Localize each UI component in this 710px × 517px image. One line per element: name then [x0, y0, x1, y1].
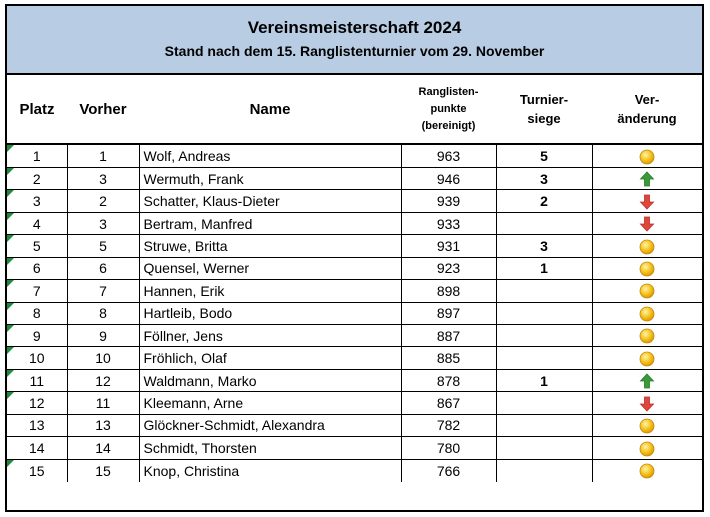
- table-row: [7, 167, 702, 189]
- cell-platz[interactable]: [7, 145, 67, 167]
- table-row: [7, 190, 702, 212]
- cell-turniersiege[interactable]: [496, 437, 592, 459]
- cell-vorher[interactable]: 1: [67, 145, 139, 167]
- same-circle-icon: [639, 351, 655, 367]
- down-arrow-icon: [639, 396, 655, 412]
- cell-marker: [7, 347, 14, 354]
- cell-ranglistenpunkte[interactable]: 780: [401, 437, 496, 459]
- platz-value: 3: [32, 193, 41, 210]
- cell-ranglistenpunkte[interactable]: 923: [401, 257, 496, 279]
- cell-name[interactable]: Struwe, Britta: [139, 235, 401, 257]
- same-circle-icon: [639, 261, 655, 277]
- same-circle-icon: [639, 239, 655, 255]
- cell-platz[interactable]: [7, 280, 67, 302]
- cell-vorher[interactable]: 7: [67, 280, 139, 302]
- platz-value: 2: [32, 170, 41, 187]
- cell-marker: [7, 280, 14, 287]
- header-platz[interactable]: Platz: [19, 100, 55, 118]
- cell-marker: [7, 168, 14, 175]
- platz-value: 6: [32, 260, 41, 277]
- sheet-title: Vereinsmeisterschaft 2024: [247, 18, 462, 37]
- cell-ranglistenpunkte[interactable]: 939: [401, 190, 496, 212]
- cell-veraenderung[interactable]: [592, 167, 702, 189]
- cell-name[interactable]: Quensel, Werner: [139, 257, 401, 279]
- cell-turniersiege[interactable]: 3: [496, 235, 592, 257]
- table-row: [7, 414, 702, 436]
- cell-name[interactable]: Wermuth, Frank: [139, 167, 401, 189]
- cell-name[interactable]: Wolf, Andreas: [139, 145, 401, 167]
- cell-marker: [7, 145, 14, 152]
- cell-marker: [7, 235, 14, 242]
- cell-veraenderung[interactable]: [592, 459, 702, 481]
- title-banner: [7, 6, 702, 75]
- platz-value: 4: [32, 215, 41, 232]
- down-arrow-icon: [639, 194, 655, 210]
- cell-name[interactable]: Hartleib, Bodo: [139, 302, 401, 324]
- cell-marker: [7, 258, 14, 265]
- cell-turniersiege[interactable]: [496, 459, 592, 481]
- cell-veraenderung[interactable]: [592, 145, 702, 167]
- header-veraenderung[interactable]: [592, 75, 702, 143]
- cell-vorher[interactable]: 3: [67, 212, 139, 234]
- cell-ranglistenpunkte[interactable]: 885: [401, 347, 496, 369]
- table-row: [7, 212, 702, 234]
- cell-name[interactable]: Schmidt, Thorsten: [139, 437, 401, 459]
- cell-vorher[interactable]: 15: [67, 459, 139, 481]
- cell-vorher[interactable]: 13: [67, 414, 139, 436]
- cell-turniersiege[interactable]: [496, 414, 592, 436]
- same-circle-icon: [639, 306, 655, 322]
- table-row: [7, 347, 702, 369]
- platz-value: 10: [28, 350, 45, 367]
- cell-name[interactable]: Knop, Christina: [139, 459, 401, 481]
- cell-turniersiege[interactable]: [496, 392, 592, 414]
- cell-name[interactable]: Waldmann, Marko: [139, 369, 401, 391]
- cell-ranglistenpunkte[interactable]: 933: [401, 212, 496, 234]
- cell-ranglistenpunkte[interactable]: 946: [401, 167, 496, 189]
- cell-platz[interactable]: [7, 369, 67, 391]
- table-row: [7, 437, 702, 459]
- cell-name[interactable]: Schatter, Klaus-Dieter: [139, 190, 401, 212]
- same-circle-icon: [639, 418, 655, 434]
- header-turniersiege[interactable]: [496, 75, 592, 143]
- cell-platz[interactable]: [7, 235, 67, 257]
- cell-turniersiege[interactable]: 1: [496, 369, 592, 391]
- header-punkte-line2: punkte: [430, 102, 467, 115]
- cell-veraenderung[interactable]: [592, 302, 702, 324]
- header-vorher[interactable]: Vorher: [79, 100, 127, 118]
- cell-veraenderung[interactable]: [592, 190, 702, 212]
- header-siege-line2: siege: [527, 111, 561, 126]
- cell-ranglistenpunkte[interactable]: 887: [401, 325, 496, 347]
- same-circle-icon: [639, 149, 655, 165]
- up-arrow-icon: [639, 171, 655, 187]
- cell-platz[interactable]: [7, 459, 67, 481]
- header-punkte-line3: (bereinigt): [421, 119, 476, 132]
- cell-marker: [7, 325, 14, 332]
- table-row: [7, 280, 702, 302]
- cell-platz[interactable]: [7, 347, 67, 369]
- cell-name[interactable]: Föllner, Jens: [139, 325, 401, 347]
- header-name[interactable]: Name: [249, 100, 291, 118]
- same-circle-icon: [639, 441, 655, 457]
- sheet-subtitle: Stand nach dem 15. Ranglistenturnier vom 29. November: [164, 43, 545, 59]
- cell-platz[interactable]: [7, 414, 67, 436]
- cell-turniersiege[interactable]: [496, 302, 592, 324]
- cell-ranglistenpunkte[interactable]: 931: [401, 235, 496, 257]
- cell-veraenderung[interactable]: [592, 257, 702, 279]
- cell-marker: [7, 213, 14, 220]
- same-circle-icon: [639, 328, 655, 344]
- platz-value: 7: [32, 282, 41, 299]
- cell-veraenderung[interactable]: [592, 235, 702, 257]
- cell-vorher[interactable]: 11: [67, 392, 139, 414]
- cell-ranglistenpunkte[interactable]: 963: [401, 145, 496, 167]
- cell-ranglistenpunkte[interactable]: 878: [401, 369, 496, 391]
- cell-vorher[interactable]: 9: [67, 325, 139, 347]
- cell-turniersiege[interactable]: 2: [496, 190, 592, 212]
- platz-value: 5: [32, 237, 41, 254]
- cell-name[interactable]: Hannen, Erik: [139, 280, 401, 302]
- header-punkte-line1: Ranglisten-: [418, 85, 479, 98]
- cell-ranglistenpunkte[interactable]: 867: [401, 392, 496, 414]
- header-aenderung-line2: änderung: [617, 111, 677, 126]
- table-row: [7, 257, 702, 279]
- cell-veraenderung[interactable]: [592, 347, 702, 369]
- cell-marker: [7, 370, 14, 377]
- cell-name[interactable]: Kleemann, Arne: [139, 392, 401, 414]
- cell-vorher[interactable]: 5: [67, 235, 139, 257]
- cell-platz[interactable]: [7, 167, 67, 189]
- cell-vorher[interactable]: 12: [67, 369, 139, 391]
- standings-sheet: [5, 4, 704, 512]
- cell-name[interactable]: Glöckner-Schmidt, Alexandra: [139, 414, 401, 436]
- cell-turniersiege[interactable]: [496, 212, 592, 234]
- cell-vorher[interactable]: 14: [67, 437, 139, 459]
- cell-turniersiege[interactable]: [496, 280, 592, 302]
- cell-marker: [7, 460, 14, 467]
- platz-value: 9: [32, 327, 41, 344]
- cell-platz[interactable]: [7, 392, 67, 414]
- table-row: [7, 302, 702, 324]
- header-ranglistenpunkte[interactable]: [401, 75, 496, 143]
- cell-platz[interactable]: [7, 325, 67, 347]
- cell-veraenderung[interactable]: [592, 414, 702, 436]
- cell-marker: [7, 303, 14, 310]
- table-row: [7, 235, 702, 257]
- cell-marker: [7, 190, 14, 197]
- cell-name[interactable]: Fröhlich, Olaf: [139, 347, 401, 369]
- platz-value: 8: [32, 305, 41, 322]
- cell-ranglistenpunkte[interactable]: 897: [401, 302, 496, 324]
- table-row: [7, 459, 702, 481]
- cell-ranglistenpunkte[interactable]: 782: [401, 414, 496, 436]
- platz-value: 1: [32, 147, 41, 164]
- cell-vorher[interactable]: 10: [67, 347, 139, 369]
- cell-turniersiege[interactable]: 1: [496, 257, 592, 279]
- cell-platz[interactable]: [7, 257, 67, 279]
- cell-veraenderung[interactable]: [592, 212, 702, 234]
- standings-table: [7, 145, 702, 482]
- table-header: [7, 75, 702, 145]
- table-row: [7, 369, 702, 391]
- cell-vorher[interactable]: 2: [67, 190, 139, 212]
- cell-platz[interactable]: [7, 212, 67, 234]
- platz-value: 14: [28, 439, 45, 456]
- table-row: [7, 325, 702, 347]
- cell-veraenderung[interactable]: [592, 280, 702, 302]
- cell-veraenderung[interactable]: [592, 369, 702, 391]
- cell-ranglistenpunkte[interactable]: 898: [401, 280, 496, 302]
- same-circle-icon: [639, 283, 655, 299]
- cell-turniersiege[interactable]: 3: [496, 167, 592, 189]
- platz-value: 13: [28, 417, 45, 434]
- cell-name[interactable]: Bertram, Manfred: [139, 212, 401, 234]
- cell-vorher[interactable]: 8: [67, 302, 139, 324]
- cell-vorher[interactable]: 3: [67, 167, 139, 189]
- cell-turniersiege[interactable]: 5: [496, 145, 592, 167]
- cell-veraenderung[interactable]: [592, 437, 702, 459]
- same-circle-icon: [639, 463, 655, 479]
- header-aenderung-line1: Ver-: [634, 92, 660, 107]
- cell-vorher[interactable]: 6: [67, 257, 139, 279]
- platz-value: 12: [28, 395, 45, 412]
- platz-value: 11: [29, 372, 45, 389]
- cell-turniersiege[interactable]: [496, 325, 592, 347]
- cell-platz[interactable]: [7, 302, 67, 324]
- table-row: [7, 145, 702, 167]
- table-row: [7, 392, 702, 414]
- cell-ranglistenpunkte[interactable]: 766: [401, 459, 496, 481]
- cell-platz[interactable]: [7, 437, 67, 459]
- cell-veraenderung[interactable]: [592, 392, 702, 414]
- up-arrow-icon: [639, 373, 655, 389]
- down-arrow-icon: [639, 216, 655, 232]
- header-siege-line1: Turnier-: [519, 92, 569, 107]
- platz-value: 15: [28, 462, 45, 479]
- cell-marker: [7, 392, 14, 399]
- cell-turniersiege[interactable]: [496, 347, 592, 369]
- cell-veraenderung[interactable]: [592, 325, 702, 347]
- cell-platz[interactable]: [7, 190, 67, 212]
